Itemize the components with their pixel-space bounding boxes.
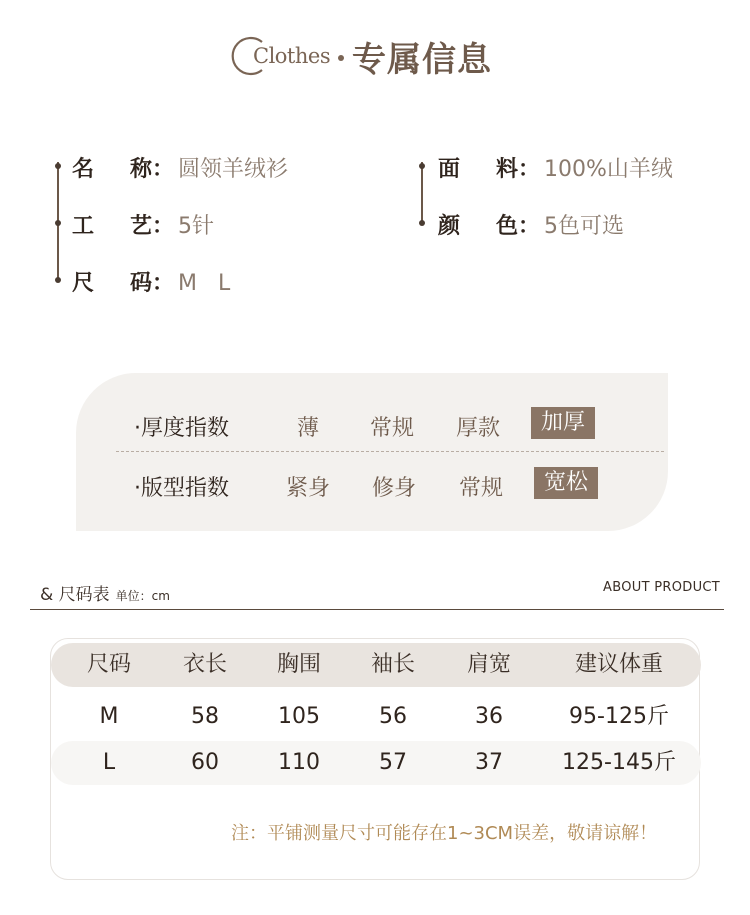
thickness-index-row <box>76 405 668 445</box>
info-label: 名 <box>72 157 95 182</box>
table-cell: 57 <box>379 750 407 775</box>
info-value: 5针 <box>178 214 215 239</box>
index-title: ·厚度指数 <box>134 416 229 441</box>
size-title-text: & 尺码表 <box>40 585 110 605</box>
info-label: 料： <box>496 157 541 182</box>
table-header-cell: 尺码 <box>86 652 131 677</box>
table-header-cell: 肩宽 <box>466 652 511 677</box>
table-cell: L <box>102 750 116 775</box>
timeline-dot <box>55 277 61 283</box>
info-material <box>438 152 673 183</box>
index-option: 厚款 <box>456 416 501 441</box>
info-size <box>72 266 230 297</box>
index-option: 常规 <box>459 476 504 501</box>
info-label: 颜 <box>438 214 461 239</box>
table-cell: 95-125斤 <box>569 704 669 729</box>
table-header-row <box>51 643 701 687</box>
info-label: 艺： <box>130 214 175 239</box>
table-cell: 125-145斤 <box>562 750 676 775</box>
table-cell: 110 <box>278 750 320 775</box>
timeline-dot <box>419 163 425 169</box>
size-section-header <box>40 578 724 610</box>
table-cell: 58 <box>191 704 219 729</box>
brand-logo <box>230 32 330 78</box>
timeline-dot <box>55 220 61 226</box>
info-craft <box>72 209 214 240</box>
info-color <box>438 209 624 240</box>
table-cell: 56 <box>379 704 407 729</box>
info-label: 码： <box>130 271 175 296</box>
info-label: 工 <box>72 214 95 239</box>
measurement-note: 注：平铺测量尺寸可能存在1~3CM误差，敬请谅解！ <box>231 823 658 844</box>
index-title: ·版型指数 <box>134 476 229 501</box>
info-value: 100%山羊绒 <box>544 157 673 182</box>
table-cell: 105 <box>278 704 320 729</box>
section-divider <box>30 609 724 610</box>
product-info <box>0 140 750 310</box>
info-value: M L <box>178 271 231 296</box>
table-cell: 36 <box>475 704 503 729</box>
index-panel <box>76 373 668 531</box>
index-option: 修身 <box>372 476 417 501</box>
timeline-dot <box>419 220 425 226</box>
size-section-title <box>40 580 170 605</box>
dashed-divider <box>116 451 664 452</box>
table-row <box>51 741 701 785</box>
header <box>0 26 750 86</box>
index-option: 常规 <box>370 416 415 441</box>
header-dot <box>338 55 344 61</box>
table-header-cell: 袖长 <box>370 652 415 677</box>
index-option: 薄 <box>297 416 320 441</box>
info-label: 面 <box>438 157 461 182</box>
timeline-dot <box>55 163 61 169</box>
about-product-label: ABOUT PRODUCT <box>603 580 720 595</box>
info-name <box>72 152 288 183</box>
index-option-active: 加厚 <box>531 407 595 439</box>
size-unit: 单位：cm <box>115 589 170 603</box>
table-cell: 37 <box>475 750 503 775</box>
info-value: 圆领羊绒衫 <box>178 157 289 182</box>
table-row <box>51 695 701 739</box>
page-title: 专属信息 <box>352 40 492 80</box>
brand-name: Clothes <box>253 44 331 68</box>
size-table-card <box>50 638 700 880</box>
table-header-cell: 衣长 <box>182 652 227 677</box>
info-label: 色： <box>496 214 541 239</box>
info-value: 5色可选 <box>544 214 625 239</box>
table-header-cell: 胸围 <box>276 652 321 677</box>
info-label: 尺 <box>72 271 95 296</box>
timeline-right <box>421 162 423 224</box>
index-option-active: 宽松 <box>534 467 598 499</box>
info-label: 称： <box>130 157 175 182</box>
table-cell: 60 <box>191 750 219 775</box>
index-option: 紧身 <box>286 476 331 501</box>
table-cell: M <box>99 704 119 729</box>
fit-index-row <box>76 465 668 505</box>
table-header-cell: 建议体重 <box>574 652 663 677</box>
